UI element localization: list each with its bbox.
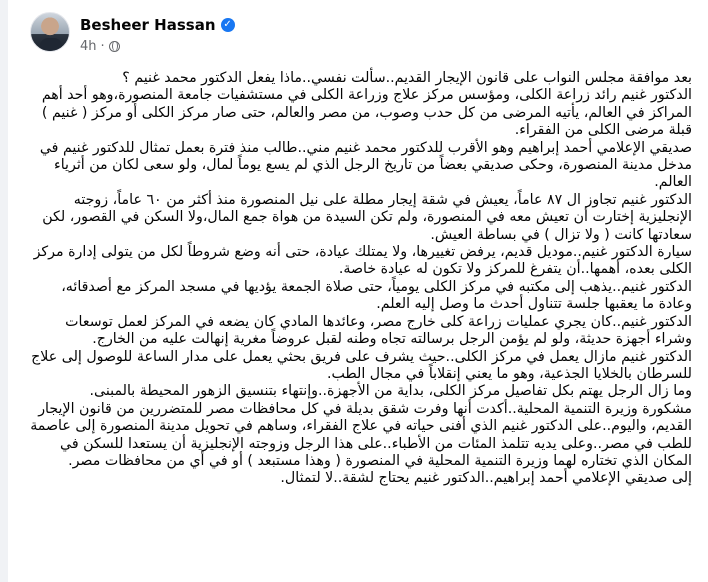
- verified-badge-icon: ✓: [221, 18, 235, 32]
- globe-icon[interactable]: [109, 41, 120, 52]
- post-paragraph: بعد موافقة مجلس النواب على قانون الإيجار القديم..سألت نفسي..ماذا يفعل الدكتور محمد غنيم ؟: [122, 70, 692, 86]
- author-avatar[interactable]: [30, 12, 70, 52]
- author-name-row: [80, 16, 235, 34]
- post-paragraph: الدكتور غنيم تجاوز ال ٨٧ عاماً، يعيش في شقة إيجار مطلة على نيل المنصورة منذ أكثر من ٦٠ عاماً، زوجته الإنجليزية إختارت أن تعيش معه في المنصورة، ولم تكن السيدة من هواة جمع المال،ولا السكن في القصور، لكن سعادتها كانت ( ولا تزال ) في بساطة العيش.: [42, 191, 692, 243]
- post-paragraph: الدكتور غنيم..كان يجري عمليات زراعة كلى خارج مصر، وعائدها المادي كان يضعه في المركز لعمل توسعات وشراء أجهزة حديثة، ولو لم يؤمن الرجل برسالته تجاه وطنه لقبل عروضاً مغرية إنهالت عليه من الخارج.: [65, 313, 692, 348]
- post-paragraph: الدكتور غنيم رائد زراعة الكلى، ومؤسس مركز علاج وزراعة الكلى في مستشفيات جامعة المنصورة،وهو أحد أهم المراكز في العالم، يأتيه المرضى من كل حدب وصوب، من مصر والعالم، حتى صار مركز الكلى أو مركز ( غنيم ) قبلة مرضى الكلى من الفقراء.: [41, 87, 692, 139]
- left-border: [0, 0, 8, 582]
- post-paragraph: الدكتور غنيم..يذهب إلى مكتبه في مركز الكلى يومياً، حتى صلاة الجمعة يؤديها في مسجد المركز مع أصدقائه، وعادة ما يعقبها جلسة تتناول أحدث ما وصل إليه العلم.: [61, 278, 692, 313]
- post-paragraph: وما زال الرجل يهتم بكل تفاصيل مركز الكلى، بداية من الأجهزة..وإنتهاء بتنسيق الزهور المحيطة بالمبنى.: [89, 383, 692, 400]
- post-paragraph: إلى صديقي الإعلامي أحمد إبراهيم..الدكتور غنيم يحتاج لشقة..لا لتمثال.: [280, 470, 692, 487]
- author-name[interactable]: Besheer Hassan: [80, 16, 216, 34]
- post-paragraph: سيارة الدكتور غنيم..موديل قديم، يرفض تغييرها، ولا يمتلك عيادة، حتى أنه وضع شروطاً لكل من يتولى إدارة مركز الكلى بعده، أهمها..أن يتفرغ للمركز ولا تكون له عيادة خاصة.: [33, 244, 692, 278]
- post-paragraph: صديقي الإعلامي أحمد إبراهيم وهو الأقرب للدكتور محمد غنيم مني..طالب منذ فترة بعمل تمثال للدكتور غنيم في مدخل مدينة المنصورة، وحكى صديقي بعضاً من تاريخ الرجل الذي لم يسع يوماً لمال، ولو سعى لكان من أثرياء العالم.: [39, 139, 692, 191]
- post-paragraph: الدكتور غنيم مازال يعمل في مركز الكلى..حيث يشرف على فريق بحثي يعمل على مدار الساعة للوصول إلى علاج للسرطان بالخلايا الجذعية، وهو ما يعني إنقلاباً في مجال الطب.: [31, 348, 692, 382]
- post-paragraph: مشكورة وزيرة التنمية المحلية..أكدت أنها وفرت شقق بديلة في كل محافظات مصر للمتضررين من قانون الإيجار القديم، واليوم..على الدكتور غنيم الذي أفنى حياته في علاج الفقراء، وساهم في تحويل مدينة المنصورة إلى عاصمة للطب في مصر..وعلى يديه تتلمذ المئات من الأطباء..على هذا الرجل وزوجته الإنجليزية أن يستعدا للسكن في المكان الذي تختاره لهما وزيرة التنمية المحلية في المنصورة ( وهذا مستبعد ) أو في أي من محافظات مصر.: [30, 400, 692, 469]
- post-body: [30, 70, 692, 488]
- post-timestamp[interactable]: 4h: [80, 39, 97, 54]
- meta-separator: ·: [100, 39, 105, 54]
- post-meta: [80, 39, 120, 54]
